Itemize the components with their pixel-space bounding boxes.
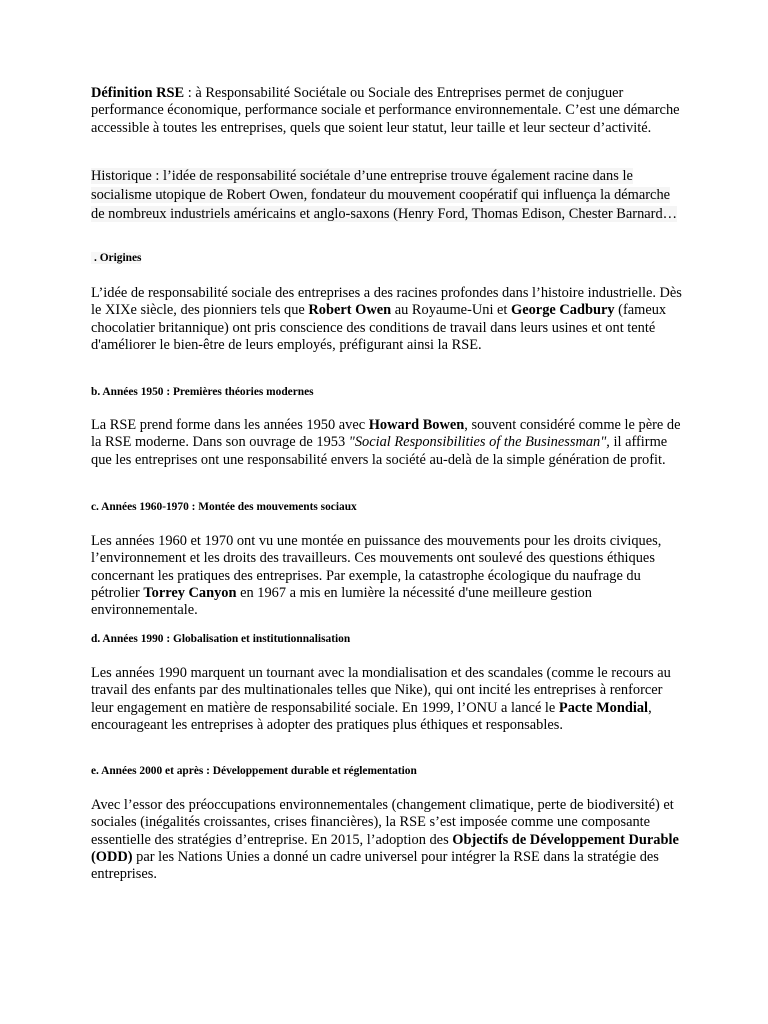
torrey-canyon-bold: Torrey Canyon (143, 584, 237, 601)
howard-bowen-bold: Howard Bowen (368, 417, 465, 433)
pacte-mondial-bold: Pacte Mondial (558, 699, 649, 716)
heading-annees-1990: d. Années 1990 : Globalisation et institutionnalisation (91, 633, 351, 645)
definition-label: Définition RSE (91, 85, 185, 101)
historique-text: Historique : l’idée de responsabilité sociétale d’une entreprise trouve également racine dans le socialisme utopique de Robert Owen, fondateur du mouvement coopératif qui influença la démarche de nombreux industriels américains et anglo-saxons (Henry Ford, Thomas Edison, Chester Barnard… (91, 168, 678, 223)
heading-annees-1950: b. Années 1950 : Premières théories modernes (91, 386, 314, 398)
heading-annees-1960-1970: c. Années 1960-1970 : Montée des mouvements sociaux (91, 501, 357, 513)
historique-paragraph (91, 167, 686, 225)
origines-paragraph: L’idée de responsabilité sociale des entreprises a des racines profondes dans l’histoire industrielle. Dès le XIXe siècle, des pionniers tels que Robert Owen au Royaume-Uni et George Cadbury (fameux chocolatier britannique) ont pris conscience des conditions de travail dans leurs usines et ont tenté d'améliorer le bien-être de leurs employés, préfigurant ainsi la RSE. (91, 285, 682, 353)
robert-owen-bold: Robert Owen (308, 302, 392, 319)
annees-1990-paragraph: Les années 1990 marquent un tournant avec la mondialisation et des scandales (comme le recours au travail des enfants par des multinationales telles que Nike), qui ont incité les entreprises à renforcer leur engagement en matière de responsabilité sociale. En 1999, l’ONU a lancé le Pacte Mondial, encourageant les entreprises à adopter des pratiques plus éthiques et responsables. (91, 665, 671, 733)
definition-paragraph (91, 85, 686, 137)
annees-1950-paragraph: La RSE prend forme dans les années 1950 avec Howard Bowen, souvent considéré comme le père de la RSE moderne. Dans son ouvrage de 1953 "Social Responsibilities of the Businessman", il affirme que les entreprises ont une responsabilité envers la société au-delà de la simple génération de profit. (91, 417, 681, 468)
annees-2000-paragraph: Avec l’essor des préoccupations environnementales (changement climatique, perte de biodiversité) et sociales (inégalités croissantes, crises financières), la RSE s’est imposée comme une composante essentielle des stratégies d’entreprise. En 2015, l’adoption des Objectifs de Développement Durable (ODD) par les Nations Unies a donné un cadre universel pour intégrer la RSE dans la stratégie des entreprises. (91, 797, 679, 883)
george-cadbury-bold: George Cadbury (511, 302, 615, 319)
definition-text: : à Responsabilité Sociétale ou Sociale des Entreprises permet de conjuguer performance économique, performance sociale et performance environnementale. C’est une démarche accessible à toutes les entreprises, quels que soient leur statut, leur taille et leur secteur d’activité. (91, 85, 680, 136)
heading-annees-2000: e. Années 2000 et après : Développement durable et réglementation (91, 765, 417, 777)
book-title-italic: "Social Responsibilities of the Businessman" (348, 434, 607, 451)
annees-1960-1970-paragraph: Les années 1960 et 1970 ont vu une montée en puissance des mouvements pour les droits civiques, l’environnement et les droits des travailleurs. Ces mouvements ont soulevé des questions éthiques concernant les pratiques des entreprises. Par exemple, la catastrophe écologique du naufrage du pétrolier Torrey Canyon en 1967 a mis en lumière la nécessité d'une meilleure gestion environnementale. (91, 533, 662, 619)
odd-bold: Objectifs de Développement Durable (ODD) (91, 831, 679, 865)
heading-origines: . Origines (91, 252, 141, 264)
